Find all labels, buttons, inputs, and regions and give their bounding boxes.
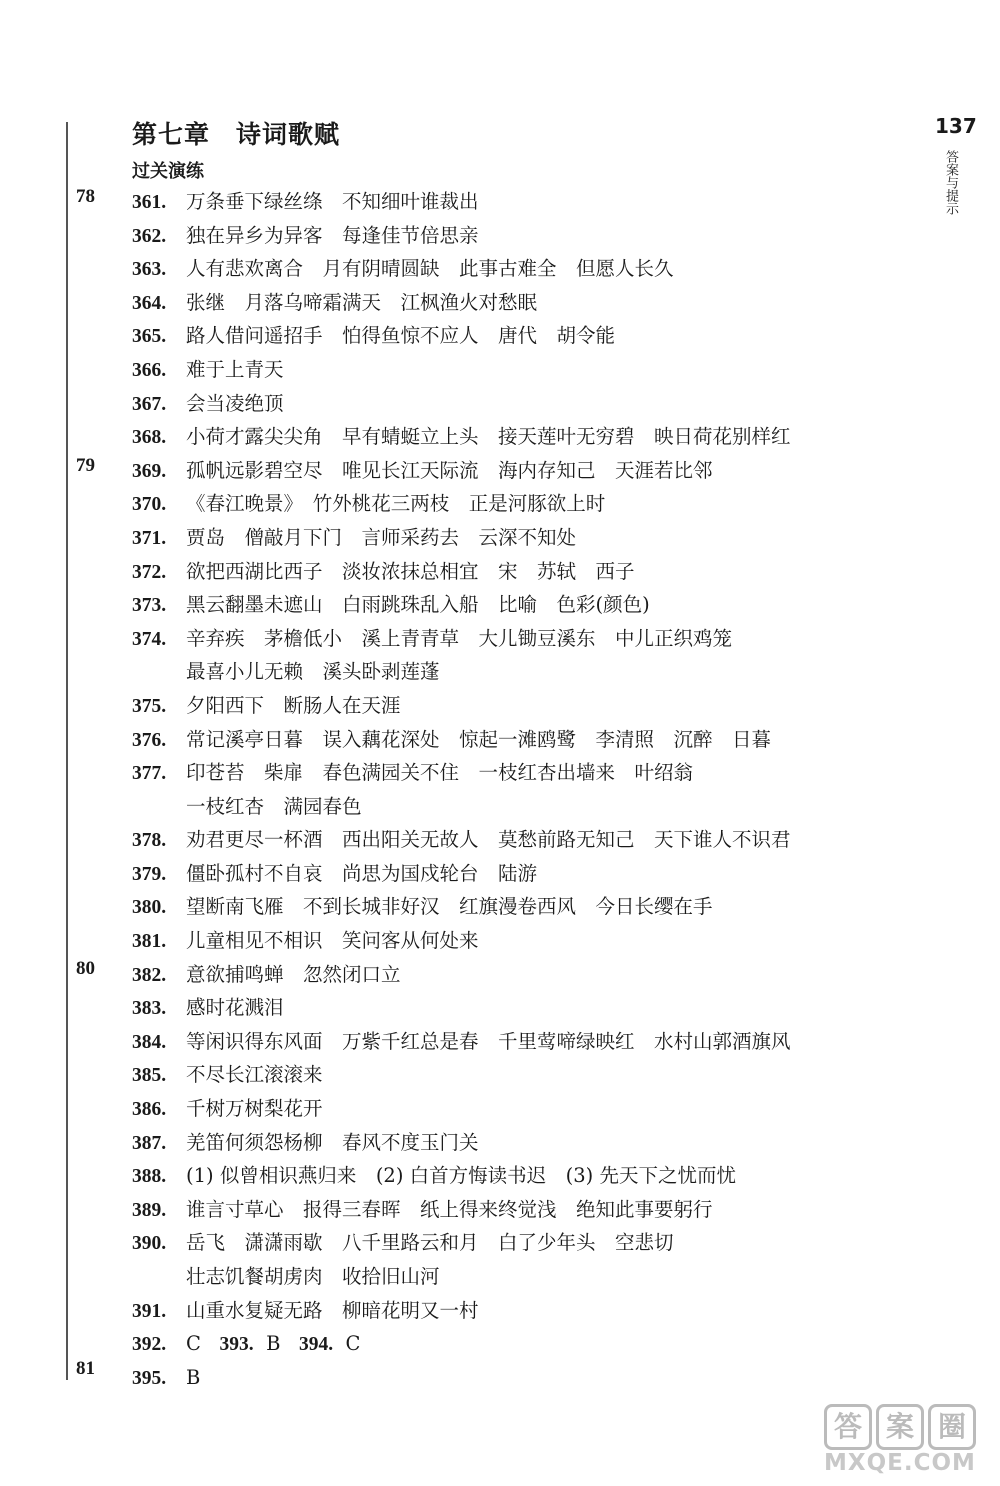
answer-text: (1) 似曾相识燕归来 (2) 白首方悔读书迟 (3) 先天下之忧而忧 [186, 1164, 736, 1188]
answer-number: 380. [132, 897, 167, 919]
answer-text: 路人借问遥招手 怕得鱼惊不应人 唐代 胡令能 [186, 324, 616, 348]
answer-text: 夕阳西下 断肠人在天涯 [186, 693, 401, 717]
answer-text: 望断南飞雁 不到长城非好汉 红旗漫卷西风 今日长缨在手 [186, 895, 713, 919]
answer-number: 379. [132, 863, 167, 885]
answer-line [132, 958, 892, 992]
answer-text: 不尽长江滚滚来 [186, 1063, 323, 1087]
answer-number: 373. [132, 595, 167, 617]
section-title: 过关演练 [132, 161, 204, 182]
answer-line [132, 890, 892, 924]
answer-text: 难于上青天 [186, 357, 284, 381]
answer-text: 万条垂下绿丝绦 不知细叶谁裁出 [186, 190, 479, 213]
answer-text: 人有悲欢离合 月有阴晴圆缺 此事古难全 但愿人长久 [186, 257, 674, 281]
answer-line [132, 521, 892, 555]
answer-number: 368. [132, 427, 167, 449]
watermark-logo [822, 1398, 982, 1480]
answer-text: 一枝红杏 满园春色 [186, 794, 362, 818]
answer-text: 羌笛何须怨杨柳 春风不度玉门关 [186, 1130, 479, 1154]
answer-number: 391. [132, 1300, 167, 1322]
answer-number: 384. [132, 1031, 167, 1053]
answer-text: 岳飞 潇潇雨歇 八千里路云和月 白了少年头 空悲切 [186, 1231, 674, 1255]
answer-number: 361. [132, 192, 167, 213]
answer-continuation-line [132, 790, 892, 824]
answer-number: 365. [132, 326, 167, 348]
answer-number: 389. [132, 1199, 167, 1221]
answer-choice: B [266, 1332, 281, 1356]
answer-number: 364. [132, 292, 167, 314]
answer-list [132, 185, 892, 1394]
answer-line [132, 756, 892, 790]
answer-continuation-line [132, 655, 892, 689]
answer-text: 贾岛 僧敲月下门 言师采药去 云深不知处 [186, 525, 577, 549]
answer-text: 会当凌绝顶 [186, 391, 284, 415]
watermark-url: MXQE.COM [824, 1450, 976, 1476]
answer-number: 385. [132, 1065, 167, 1087]
answer-line [132, 487, 892, 521]
answer-number: 381. [132, 931, 167, 953]
answer-choice: C [345, 1332, 361, 1356]
answer-line [132, 1126, 892, 1160]
answer-line [132, 857, 892, 891]
answer-text: 黑云翻墨未遮山 白雨跳珠乱入船 比喻 色彩(颜色) [186, 593, 650, 617]
answer-line [132, 1226, 892, 1260]
chapter-title: 第七章 诗词歌赋 [132, 120, 341, 149]
page-marker-81: 81 [76, 1358, 95, 1379]
answer-number: 393. [219, 1334, 254, 1356]
answer-text: 谁言寸草心 报得三春晖 纸上得来终觉浅 绝知此事要躬行 [186, 1197, 713, 1221]
answer-number: 392. [132, 1334, 167, 1356]
answer-line [132, 1092, 892, 1126]
answer-text: 小荷才露尖尖角 早有蜻蜓立上头 接天莲叶无穷碧 映日荷花别样红 [186, 425, 791, 449]
answer-number: 390. [132, 1233, 167, 1255]
answer-choice: B [186, 1365, 201, 1389]
page-marker-79: 79 [76, 455, 95, 476]
answer-line [132, 1193, 892, 1227]
page-number: 137 [935, 114, 977, 138]
answer-line [132, 991, 892, 1025]
answer-number: 376. [132, 729, 167, 751]
answer-text: 辛弃疾 茅檐低小 溪上青青草 大儿锄豆溪东 中儿正织鸡笼 [186, 626, 733, 650]
answer-text: 千树万树梨花开 [186, 1097, 323, 1121]
answer-continuation-line [132, 1260, 892, 1294]
answer-line [132, 1058, 892, 1092]
page-marker-80: 80 [76, 958, 95, 979]
answer-number: 372. [132, 561, 167, 583]
answer-number: 394. [299, 1334, 334, 1356]
answer-number: 367. [132, 393, 167, 415]
margin-rule [66, 122, 68, 1380]
answer-text: 等闲识得东风面 万紫千红总是春 千里莺啼绿映红 水村山郭酒旗风 [186, 1029, 791, 1053]
answer-line [132, 219, 892, 253]
answer-number: 378. [132, 830, 167, 852]
answer-number: 374. [132, 628, 167, 650]
answer-text: 僵卧孤村不自哀 尚思为国戍轮台 陆游 [186, 861, 538, 885]
answer-line [132, 319, 892, 353]
answer-number: 377. [132, 763, 167, 785]
answer-line [132, 286, 892, 320]
answer-line [132, 1159, 892, 1193]
answer-number: 382. [132, 964, 167, 986]
answer-number: 366. [132, 359, 167, 381]
answer-number: 386. [132, 1099, 167, 1121]
answer-line [132, 185, 892, 219]
answer-text: 欲把西湖比西子 淡妆浓抹总相宜 宋 苏轼 西子 [186, 559, 635, 583]
watermark-char: 圈 [928, 1404, 976, 1450]
answer-line [132, 555, 892, 589]
answer-number: 363. [132, 259, 167, 281]
answer-number: 375. [132, 695, 167, 717]
answer-line [132, 723, 892, 757]
answer-number: 388. [132, 1166, 167, 1188]
answer-text: 印苍苔 柴扉 春色满园关不住 一枝红杏出墙来 叶绍翁 [186, 761, 694, 785]
answer-line [132, 689, 892, 723]
answer-text: 常记溪亭日暮 误入藕花深处 惊起一滩鸥鹭 李清照 沉醉 日暮 [186, 727, 772, 751]
answer-text: 儿童相见不相识 笑问客从何处来 [186, 929, 479, 953]
answer-line [132, 420, 892, 454]
watermark-char: 答 [824, 1404, 872, 1450]
answer-number: 370. [132, 494, 167, 516]
answer-number: 387. [132, 1132, 167, 1154]
watermark-char: 案 [876, 1404, 924, 1450]
answer-text: 《春江晚景》 竹外桃花三两枝 正是河豚欲上时 [186, 492, 606, 516]
answer-line [132, 622, 892, 656]
page-marker-78: 78 [76, 186, 95, 207]
answer-number: 362. [132, 225, 167, 247]
answer-line [132, 1361, 892, 1395]
answer-text: 意欲捕鸣蝉 忽然闭口立 [186, 962, 401, 986]
answer-line [132, 1025, 892, 1059]
answer-line [132, 252, 892, 286]
answer-line [132, 353, 892, 387]
answer-line [132, 1294, 892, 1328]
answer-text: 感时花溅泪 [186, 996, 284, 1020]
answer-number: 371. [132, 527, 167, 549]
answer-number: 395. [132, 1367, 167, 1389]
answer-line [132, 823, 892, 857]
answer-line [132, 924, 892, 958]
answer-text: 劝君更尽一杯酒 西出阳关无故人 莫愁前路无知己 天下谁人不识君 [186, 828, 791, 852]
answer-text: 独在异乡为异客 每逢佳节倍思亲 [186, 223, 479, 247]
answer-line [132, 454, 892, 488]
side-label: 答案与提示 [943, 150, 958, 215]
answer-text: 壮志饥餐胡虏肉 收拾旧山河 [186, 1265, 440, 1288]
multiple-choice-line [132, 1327, 892, 1361]
answer-text: 山重水复疑无路 柳暗花明又一村 [186, 1298, 479, 1322]
answer-line [132, 387, 892, 421]
answer-number: 369. [132, 460, 167, 482]
answer-choice: C [186, 1332, 201, 1356]
answer-number: 383. [132, 998, 167, 1020]
answer-text: 张继 月落乌啼霜满天 江枫渔火对愁眠 [186, 290, 538, 314]
answer-text: 孤帆远影碧空尽 唯见长江天际流 海内存知己 天涯若比邻 [186, 458, 713, 482]
answer-text: 最喜小儿无赖 溪头卧剥莲蓬 [186, 660, 440, 684]
answer-line [132, 588, 892, 622]
